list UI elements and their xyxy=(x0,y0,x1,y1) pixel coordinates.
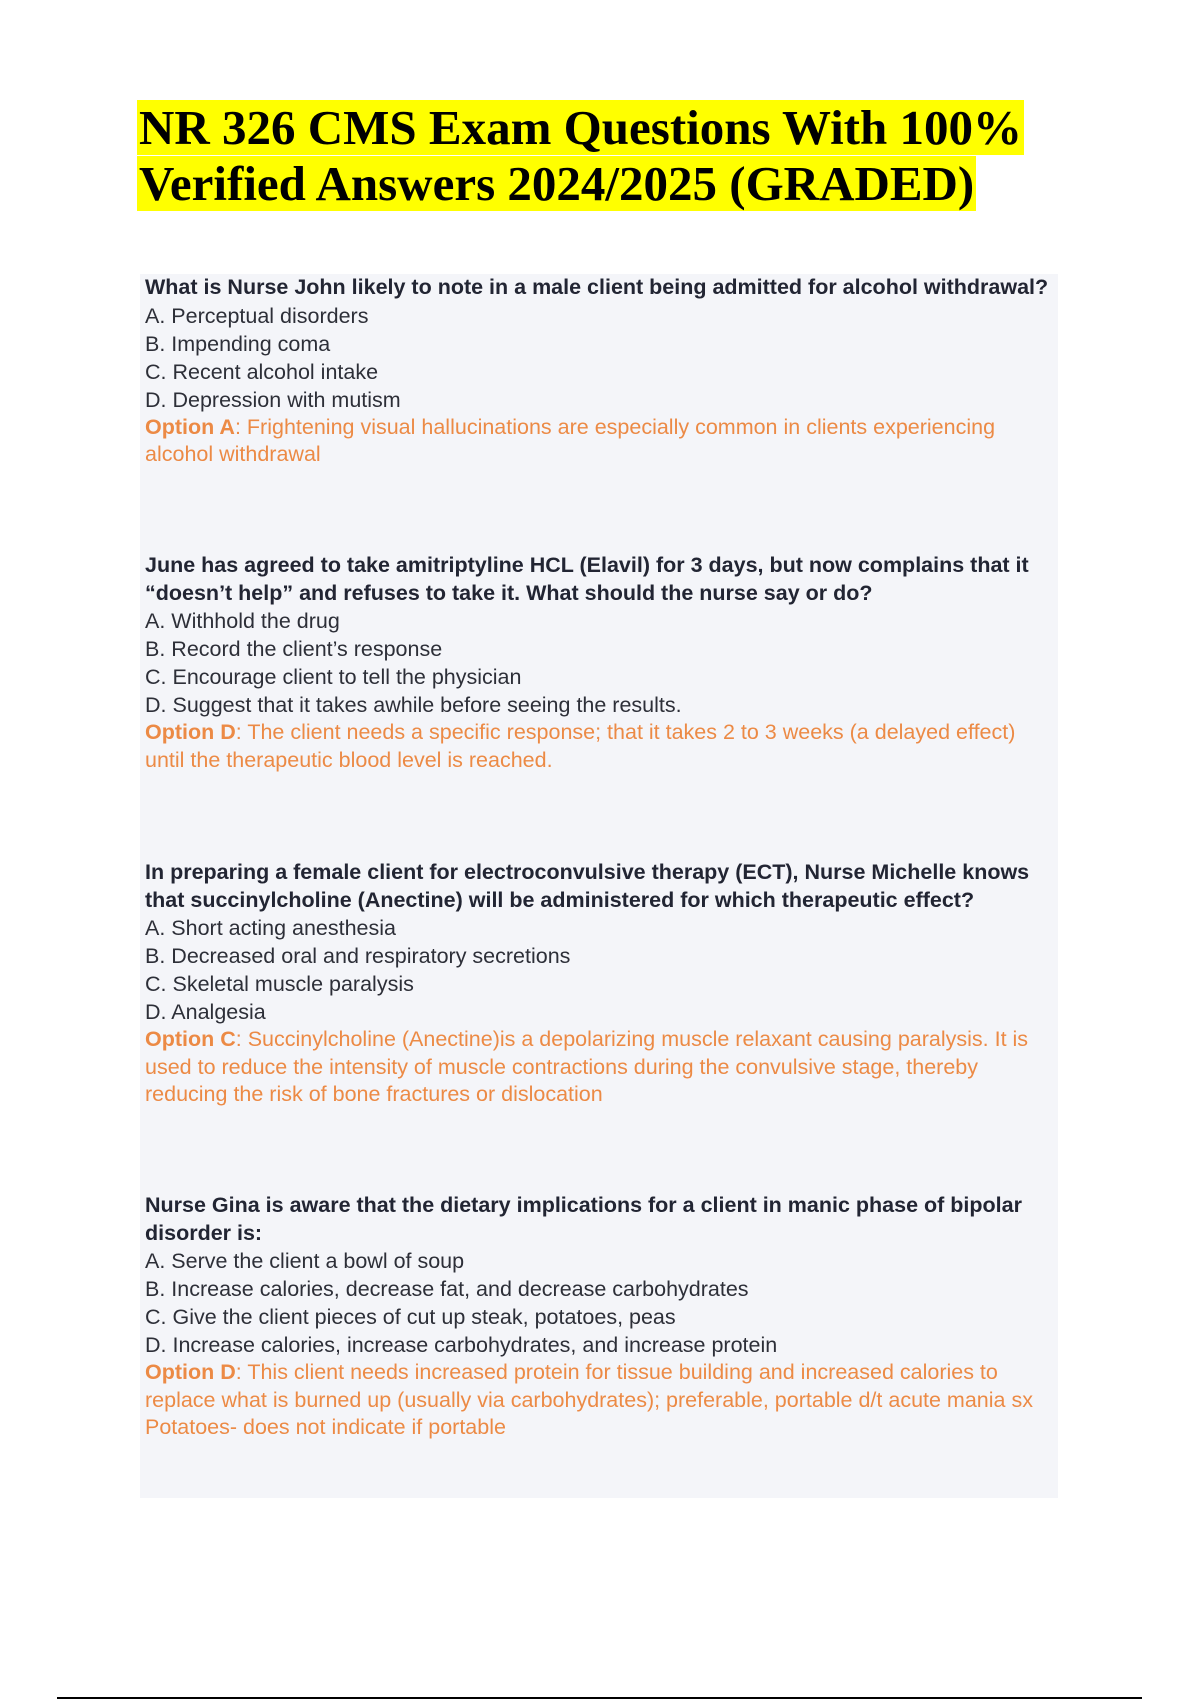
footer-rule xyxy=(57,1697,1142,1699)
option-c: C. Give the client pieces of cut up steak, potatoes, peas xyxy=(145,1305,676,1329)
answer-text: : Frightening visual hallucinations are especially common in clients experiencing alcohol withdrawal xyxy=(145,414,996,466)
option-c: C. Encourage client to tell the physician xyxy=(145,665,522,689)
question-text: June has agreed to take amitriptyline HCL (Elavil) for 3 days, but now complains that it “doesn’t help” and refuses to take it. What should the nurse say or do? xyxy=(145,553,1029,605)
page-title-text: NR 326 CMS Exam Questions With 100% Verified Answers 2024/2025 (GRADED) xyxy=(139,100,1023,211)
answer-explanation xyxy=(145,1359,1050,1442)
option-a: A. Short acting anesthesia xyxy=(145,916,396,940)
option-b: B. Impending coma xyxy=(145,331,331,356)
answer-label: Option D xyxy=(145,1360,236,1384)
answer-text: : This client needs increased protein for tissue building and increased calories to replace what is burned up (usually via carbohydrates); preferable, portable d/t acute mania sx xyxy=(145,1360,1033,1412)
question-text: Nurse Gina is aware that the dietary implications for a client in manic phase of bipolar disorder is: xyxy=(145,1193,1022,1245)
option-a: A. Withhold the drug xyxy=(145,609,340,633)
question-text: In preparing a female client for electroconvulsive therapy (ECT), Nurse Michelle knows that succinylcholine (Anectine) will be administered for which therapeutic effect? xyxy=(145,860,1030,912)
option-d: D. Suggest that it takes awhile before seeing the results. xyxy=(145,693,682,717)
option-d: D. Analgesia xyxy=(145,1000,266,1024)
qa-item xyxy=(145,1192,1050,1442)
answer-label: Option A xyxy=(145,414,235,439)
answer-explanation xyxy=(145,1026,1050,1109)
option-b: B. Increase calories, decrease fat, and decrease carbohydrates xyxy=(145,1277,749,1301)
answer-text: : The client needs a specific response; that it takes 2 to 3 weeks (a delayed effect) until the therapeutic blood level is reached. xyxy=(145,720,1016,772)
qa-item xyxy=(145,859,1050,1109)
option-d: D. Increase calories, increase carbohydrates, and increase protein xyxy=(145,1333,778,1357)
option-b: B. Decreased oral and respiratory secretions xyxy=(145,944,571,968)
answer-text: : Succinylcholine (Anectine)is a depolarizing muscle relaxant causing paralysis. It is used to reduce the intensity of muscle contractions during the convulsive stage, thereby reducing the risk of bone fractures or dislocation xyxy=(145,1027,1029,1106)
qa-panel xyxy=(140,274,1058,1498)
page-title xyxy=(137,100,1087,212)
option-a: A. Perceptual disorders xyxy=(145,303,369,328)
option-b: B. Record the client’s response xyxy=(145,637,443,661)
answer-extra-note: Potatoes- does not indicate if portable xyxy=(145,1415,506,1439)
option-c: C. Recent alcohol intake xyxy=(145,359,379,384)
answer-explanation xyxy=(145,719,1050,774)
option-d: D. Depression with mutism xyxy=(145,387,401,412)
question-text: What is Nurse John likely to note in a male client being admitted for alcohol withdrawal? xyxy=(145,275,1049,299)
answer-label: Option C xyxy=(145,1027,236,1051)
answer-explanation xyxy=(145,414,1050,469)
qa-item xyxy=(145,552,1050,774)
option-a: A. Serve the client a bowl of soup xyxy=(145,1249,465,1273)
qa-item xyxy=(145,274,1050,469)
option-c: C. Skeletal muscle paralysis xyxy=(145,972,414,996)
answer-label: Option D xyxy=(145,720,236,744)
